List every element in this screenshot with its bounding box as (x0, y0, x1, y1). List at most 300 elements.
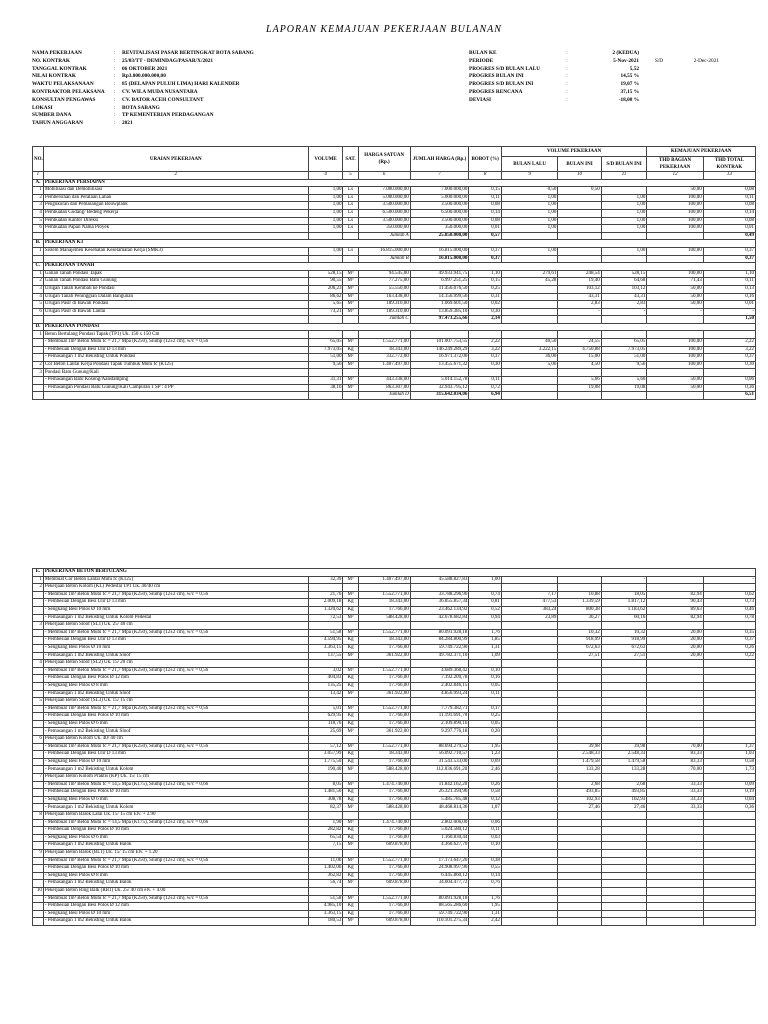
subtotal-progress: 1,50 (703, 316, 755, 324)
cell-thd-total: 0,01 (703, 301, 755, 309)
cell-bobot: 0,11 (469, 377, 502, 385)
cell-uraian: - Pembesian Dengan Besi Polos Ø 10 mm (43, 865, 308, 873)
column-index: 8 (469, 172, 502, 180)
table-row (33, 278, 756, 286)
progress-label: PROGRES S/D BULAN INI (469, 81, 534, 88)
table-row (33, 247, 756, 255)
cell-sat: Ls (343, 217, 358, 225)
cell-harga-satuan (358, 812, 410, 820)
cell-thd-bagian: 33,33 (647, 796, 703, 804)
cell-harga-satuan: 361.922,00 (358, 652, 410, 660)
column-index: 10 (558, 172, 601, 180)
cell-uraian: Pembuatan Kantor Direksi (43, 217, 308, 225)
cell-harga-satuan (358, 331, 410, 339)
cell-thd-total (703, 887, 755, 895)
cell-harga-satuan: 18.343,00 (358, 599, 410, 607)
table-row (33, 774, 756, 782)
cell-no: 3 (33, 285, 44, 293)
cell-sat (343, 774, 358, 782)
cell-no (33, 827, 44, 835)
cell-uraian: Beton Bertulang Pondasi Tapak (TP1) Uk. 150 x 150 Cm (43, 331, 308, 339)
cell-uraian: - Sengkang Besi Polos Ø 8 mm (43, 872, 308, 880)
report-title: LAPORAN KEMAJUAN PEKERJAAN BULANAN (266, 24, 502, 35)
cell-bulan-ini: 5,66 (558, 377, 601, 385)
cell-thd-bagian (647, 910, 703, 918)
progress-value: 14,55 % (620, 73, 639, 80)
cell-no (33, 232, 44, 240)
cell-jumlah-harga: 6.500.000,00 (410, 209, 469, 217)
cell-thd-total: 0,22 (703, 652, 755, 660)
cell-thd-bagian (647, 584, 703, 592)
progress-row (469, 89, 719, 97)
progress-label: PROGRES S/D BULAN LALU (469, 65, 541, 72)
col-volume: VOLUME (308, 147, 343, 172)
cell-no: 9 (33, 849, 44, 857)
cell-bulan-ini: 39,98 (558, 743, 601, 751)
subtotal-amount: 315.642.034,06 (410, 392, 469, 400)
cell-sd-bulan-ini (601, 713, 647, 721)
cell-thd-total (703, 690, 755, 698)
cell-uraian: - Pembesian Dengan Besi Polos Ø 10 mm (43, 827, 308, 835)
cell-volume: 629,95 (308, 713, 343, 721)
progress-value-3: 2-Dec-2021 (693, 57, 719, 64)
cell-empty (601, 392, 647, 400)
cell-jumlah-harga: 88.565.286,60 (410, 903, 469, 911)
table-row (33, 819, 756, 827)
cell-harga-satuan (358, 660, 410, 668)
cell-sat (343, 698, 358, 706)
cell-jumlah-harga: 36.855.857,34 (410, 599, 469, 607)
cell-uraian: - Pembesian Dengan Besi Ulir D 13 mm (43, 637, 308, 645)
cell-uraian: Pekerjaan Beton Kolom (KL) Pedestal TP1 Uk. 40/40 cm (43, 584, 308, 592)
cell-volume: 362,82 (308, 872, 343, 880)
cell-thd-bagian (647, 622, 703, 630)
cell-volume: 404,83 (308, 675, 343, 683)
cell-sd-bulan-ini (601, 872, 647, 880)
cell-bulan-ini: 103,12 (558, 285, 601, 293)
cell-bulan-ini (558, 887, 601, 895)
cell-thd-bagian (647, 774, 703, 782)
cell-no (33, 751, 44, 759)
cell-thd-bagian: 20,00 (647, 652, 703, 660)
progress-row (469, 97, 719, 105)
cell-jumlah-harga: 26.321.394,96 (410, 789, 469, 797)
cell-bulan-lalu: 1,00 (501, 217, 557, 225)
cell-sat: M² (343, 804, 358, 812)
cell-no: 6 (33, 308, 44, 316)
cell-bulan-ini: 27,51 (558, 652, 601, 660)
cell-thd-total: 0,30 (703, 361, 755, 369)
cell-thd-total: 0,62 (703, 591, 755, 599)
cell-harga-satuan: 443.338,00 (358, 377, 410, 385)
cell-bulan-lalu: 40,50 (501, 339, 557, 347)
cell-bobot: 1,07 (469, 804, 502, 812)
cell-bulan-ini (558, 698, 601, 706)
cell-volume: 4.594,95 (308, 637, 343, 645)
cell-sat (343, 584, 358, 592)
cell-thd-bagian: 50,00 (647, 285, 703, 293)
cell-jumlah-harga (410, 887, 469, 895)
progress-colon: : (566, 50, 568, 56)
cell-bulan-lalu (501, 576, 557, 584)
col-bobot: BOBOT (%) (469, 147, 502, 172)
cell-harga-satuan: 18.343,00 (358, 637, 410, 645)
col-no: NO. (33, 147, 44, 172)
info-colon: : (114, 50, 116, 56)
cell-thd-bagian: 100,00 (647, 361, 703, 369)
progress-row (469, 81, 719, 89)
cell-thd-total: 1,10 (703, 270, 755, 278)
cell-bobot: 0,69 (469, 758, 502, 766)
table-row (33, 354, 756, 362)
subtotal-label: Jumlah B (358, 255, 410, 263)
cell-bobot: 0,26 (469, 781, 502, 789)
cell-thd-bagian: 50,00 (647, 384, 703, 392)
column-index: 2 (43, 172, 308, 180)
cell-bulan-ini: 10,32 (558, 629, 601, 637)
cell-thd-bagian (647, 842, 703, 850)
cell-bulan-lalu (501, 887, 557, 895)
table-row (33, 225, 756, 233)
subtotal-progress: 6,51 (703, 392, 755, 400)
col-uraian: URAIAN PEKERJAAN (43, 147, 308, 172)
cell-volume: 2.009,18 (308, 599, 343, 607)
cell-harga-satuan (358, 622, 410, 630)
cell-jumlah-harga: 14.156.999,56 (410, 293, 469, 301)
cell-bobot: 1,00 (469, 576, 502, 584)
cell-bobot: 0,20 (469, 728, 502, 736)
table-row (33, 682, 756, 690)
cell-sat: Ls (343, 202, 358, 210)
cell-no (33, 690, 44, 698)
cell-bulan-ini (558, 872, 601, 880)
cell-bobot (469, 887, 502, 895)
cell-volume (308, 736, 343, 744)
info-colon: : (114, 96, 116, 103)
cell-bulan-ini (558, 827, 601, 835)
cell-thd-total: 0,13 (703, 285, 755, 293)
cell-harga-satuan: 1.474.740,00 (358, 781, 410, 789)
cell-thd-total (703, 728, 755, 736)
cell-jumlah-harga: 80.091.928,18 (410, 895, 469, 903)
cell-sd-bulan-ini: 1,00 (601, 194, 647, 202)
cell-volume: 1,00 (308, 217, 343, 225)
info-label: KONTRAKTOR PELAKSANA (32, 88, 105, 95)
cell-thd-bagian: 83,33 (647, 751, 703, 759)
cell-bulan-lalu (501, 690, 557, 698)
cell-no (33, 667, 44, 675)
cell-uraian: - Pemasangan 1 m2 Bekisting Untuk Kolom (43, 766, 308, 774)
cell-sd-bulan-ini (601, 842, 647, 850)
info-label: LOKASI (32, 104, 53, 111)
table-row (33, 599, 756, 607)
cell-bobot: 0,30 (469, 361, 502, 369)
subtotal-row (33, 255, 756, 263)
cell-uraian: Pekerjaan Beton Kolom Uk. 40/ 40 cm (43, 736, 308, 744)
cell-no: 5 (33, 301, 44, 309)
cell-volume: 32,39 (308, 576, 343, 584)
progress-label: PERIODE (469, 57, 494, 64)
cell-harga-satuan: 1.552.771,00 (358, 591, 410, 599)
table-row (33, 918, 756, 926)
cell-volume: 21,76 (308, 591, 343, 599)
cell-jumlah-harga: 5.485.785,48 (410, 796, 469, 804)
cell-sat: Kg (343, 834, 358, 842)
cell-uraian: - Membuat 1m³ Beton Mutu fc = 21,7 Mpa (K250), Slump (12±2 cm), w/c = 0,56 (43, 667, 308, 675)
table-row (33, 331, 756, 339)
progress-value-2: S/D (654, 57, 664, 64)
cell-bulan-lalu: 383,24 (501, 606, 557, 614)
cell-thd-bagian: 100,00 (647, 339, 703, 347)
cell-bulan-lalu (501, 629, 557, 637)
subtotal-label: Jumlah A (358, 232, 410, 240)
cell-jumlah-harga (410, 736, 469, 744)
cell-jumlah-harga: 32.943.795,12 (410, 384, 469, 392)
cell-bobot (469, 812, 502, 820)
info-value: 06 OKTOBER 2021 (122, 65, 168, 72)
cell-bobot: 1,31 (469, 644, 502, 652)
cell-thd-bagian: - (647, 308, 703, 316)
cell-sat: M² (343, 842, 358, 850)
cell-uraian: Pekerjaan Beton Ring Balk (RB1) Uk. 25/ 40 cm elv. + 4.00 (43, 887, 308, 895)
cell-no (33, 713, 44, 721)
cell-bulan-lalu (501, 660, 557, 668)
cell-sd-bulan-ini: 9,56 (601, 361, 647, 369)
cell-sd-bulan-ini (601, 903, 647, 911)
cell-empty (558, 255, 601, 263)
cell-thd-total: 0,35 (703, 629, 755, 637)
table-row (33, 705, 756, 713)
cell-bulan-ini: 493,85 (558, 789, 601, 797)
info-value: REVITALISASI PASAR BERTINGKAT BOTA SABANG (122, 50, 254, 56)
cell-harga-satuan: 189.310,00 (358, 301, 410, 309)
section-letter: E. (33, 569, 44, 577)
cell-bulan-ini (558, 209, 601, 217)
cell-no: 5 (33, 698, 44, 706)
cell-no: 5 (33, 217, 44, 225)
progress-colon: : (566, 65, 568, 72)
cell-jumlah-harga: 6.997.251,25 (410, 278, 469, 286)
cell-no (33, 354, 44, 362)
cell-bulan-lalu (501, 384, 557, 392)
cell-sat: M³ (343, 270, 358, 278)
table-row (33, 728, 756, 736)
cell-no (33, 339, 44, 347)
progress-table-1 (32, 146, 756, 400)
cell-thd-bagian: 100,00 (647, 217, 703, 225)
cell-sat: M³ (343, 781, 358, 789)
cell-jumlah-harga: 4.360.627,70 (410, 842, 469, 850)
cell-thd-bagian: 70,00 (647, 743, 703, 751)
cell-bulan-ini: 102,93 (558, 796, 601, 804)
cell-bulan-lalu (501, 910, 557, 918)
cell-volume: 308,78 (308, 796, 343, 804)
cell-bobot (469, 736, 502, 744)
cell-no: 6 (33, 225, 44, 233)
cell-sd-bulan-ini: 1.183,62 (601, 606, 647, 614)
cell-sd-bulan-ini: 65,05 (601, 339, 647, 347)
cell-jumlah-harga: 3.500.000,00 (410, 217, 469, 225)
cell-bulan-lalu (501, 644, 557, 652)
cell-uraian: Mobilisasi dan Demobilisasi (43, 187, 308, 195)
cell-jumlah-harga: 146.249.289,29 (410, 346, 469, 354)
info-label: SUMBER DANA (32, 112, 72, 119)
cell-no: 6 (33, 736, 44, 744)
cell-harga-satuan: 17.766,00 (358, 720, 410, 728)
table-row (33, 308, 756, 316)
subtotal-bobot: 0,37 (469, 255, 502, 263)
cell-bulan-lalu: 23,89 (501, 614, 557, 622)
section-header-row (33, 240, 756, 248)
cell-bulan-ini (558, 576, 601, 584)
cell-sd-bulan-ini (601, 682, 647, 690)
cell-uraian: Pekerjaan Beton Kolom Praktis (KP) Uk. 15/ 15 cm (43, 774, 308, 782)
table-row (33, 339, 756, 347)
cell-uraian: Galian Tanah Pondasi Batu Gunung (43, 278, 308, 286)
cell-bulan-ini (558, 682, 601, 690)
cell-bobot (469, 774, 502, 782)
cell-empty (601, 255, 647, 263)
cell-thd-bagian: 100,00 (647, 209, 703, 217)
info-value: TP KEMENTERIAN PERDAGANGAN (122, 112, 214, 119)
cell-volume (308, 622, 343, 630)
info-label: NO. KONTRAK (32, 57, 70, 64)
cell-thd-bagian (647, 713, 703, 721)
cell-sat: M² (343, 728, 358, 736)
column-index: 9 (501, 172, 557, 180)
cell-jumlah-harga: 23.462.134,92 (410, 606, 469, 614)
cell-bobot: 1,85 (469, 637, 502, 645)
cell-thd-total (703, 812, 755, 820)
cell-uraian: Pembuatan Papan Nama Proyek (43, 225, 308, 233)
cell-bobot: 0,11 (469, 690, 502, 698)
cell-bobot (469, 584, 502, 592)
cell-jumlah-harga: 56.092.710,57 (410, 751, 469, 759)
cell-thd-total: 0,08 (703, 187, 755, 195)
column-index: 12 (647, 172, 703, 180)
cell-no (33, 895, 44, 903)
col-sd-bulan-ini: S/D BULAN INI (601, 157, 647, 172)
cell-bulan-ini: 1.479,58 (558, 758, 601, 766)
cell-bulan-ini: 24,55 (558, 339, 601, 347)
cell-sd-bulan-ini: 1,00 (601, 217, 647, 225)
cell-thd-bagian (647, 698, 703, 706)
cell-volume: 57,12 (308, 743, 343, 751)
cell-bulan-lalu: 45,28 (501, 278, 557, 286)
cell-no (33, 804, 44, 812)
table-row (33, 766, 756, 774)
col-bulan-lalu: BULAN LALU (501, 157, 557, 172)
cell-empty (647, 232, 703, 240)
cell-volume (308, 887, 343, 895)
cell-jumlah-harga (410, 369, 469, 377)
cell-sd-bulan-ini: 1.817,12 (601, 599, 647, 607)
cell-bulan-ini (558, 865, 601, 873)
progress-label: PROGRES BULAN INI (469, 73, 524, 80)
cell-uraian: - Sengkang Besi Polos Ø 10 mm (43, 606, 308, 614)
cell-no (33, 789, 44, 797)
table-row (33, 301, 756, 309)
cell-sat: M³ (343, 384, 358, 392)
cell-no (33, 766, 44, 774)
cell-harga-satuan: 163.438,00 (358, 293, 410, 301)
cell-no (33, 637, 44, 645)
col-sat: SAT. (343, 147, 358, 172)
cell-sd-bulan-ini: 10,32 (601, 629, 647, 637)
cell-harga-satuan: 189.310,00 (358, 308, 410, 316)
cell-volume: 38,16 (308, 384, 343, 392)
cell-thd-bagian (647, 857, 703, 865)
cell-sat: M³ (343, 361, 358, 369)
progress-value: 19,07 % (620, 81, 639, 88)
cell-harga-satuan: 609.878,00 (358, 918, 410, 926)
cell-sd-bulan-ini (601, 331, 647, 339)
cell-sat (343, 849, 358, 857)
cell-jumlah-harga: 42.678.682,84 (410, 614, 469, 622)
cell-uraian: - Pembesian Dengan Besi Polos Ø 10 mm (43, 789, 308, 797)
section-title: PEKERJAAN BETON BERTULANG (43, 569, 755, 577)
cell-no: 1 (33, 576, 44, 584)
cell-sd-bulan-ini: 2,68 (601, 781, 647, 789)
cell-thd-bagian (647, 880, 703, 888)
cell-sat: M³ (343, 857, 358, 865)
column-index: 1 (33, 172, 44, 180)
cell-volume: 1,00 (308, 187, 343, 195)
cell-jumlah-harga: 2.402.846,15 (410, 682, 469, 690)
cell-sd-bulan-ini (601, 880, 647, 888)
cell-bulan-ini (558, 880, 601, 888)
cell-sat: Kg (343, 789, 358, 797)
cell-uraian: - Pembesian Dengan Besi Polos Ø 12 mm (43, 903, 308, 911)
cell-sd-bulan-ini (601, 698, 647, 706)
cell-thd-total (703, 895, 755, 903)
cell-uraian: - Sengkang Besi Polos Ø 6 mm (43, 796, 308, 804)
progress-value: 5-Nov-2021 (613, 57, 639, 64)
cell-bulan-ini: 248,54 (558, 270, 601, 278)
cell-thd-bagian: 33,33 (647, 789, 703, 797)
cell-volume: 25,69 (308, 728, 343, 736)
cell-volume: 65,05 (308, 339, 343, 347)
cell-uraian: - Membuat 1m³ Beton Mutu fc = 21,7 Mpa (K250), Slump (12±2 cm), w/c = 0,56 (43, 743, 308, 751)
cell-uraian (43, 392, 308, 400)
cell-jumlah-harga: 59.749.722,90 (410, 644, 469, 652)
cell-uraian: - Sengkang Besi Polos Ø 6 mm (43, 834, 308, 842)
cell-jumlah-harga: 17.173.647,26 (410, 857, 469, 865)
cell-uraian: Galian Tanah Pondasi Tapak (43, 270, 308, 278)
cell-bulan-lalu (501, 682, 557, 690)
table-row (33, 872, 756, 880)
subtotal-row (33, 392, 756, 400)
info-label: NAMA PEKERJAAN (32, 50, 82, 56)
cell-thd-bagian (647, 903, 703, 911)
column-index-row (33, 172, 756, 180)
cell-volume: 13,42 (308, 690, 343, 698)
cell-harga-satuan: 1.407.497,00 (358, 361, 410, 369)
section-letter: A. (33, 179, 44, 187)
cell-empty (601, 316, 647, 324)
cell-jumlah-harga: 24.908.997,96 (410, 865, 469, 873)
progress-value: 5,52 (629, 65, 639, 72)
cell-bulan-ini: 0,50 (558, 187, 601, 195)
cell-empty (647, 392, 703, 400)
section-letter: C. (33, 263, 44, 271)
cell-jumlah-harga: 49.933.941,75 (410, 270, 469, 278)
cell-thd-bagian: 100,00 (647, 354, 703, 362)
subtotal-bobot: 0,57 (469, 232, 502, 240)
cell-sat: Ls (343, 187, 358, 195)
cell-harga-satuan: 1.407.497,00 (358, 576, 410, 584)
table-row (33, 736, 756, 744)
